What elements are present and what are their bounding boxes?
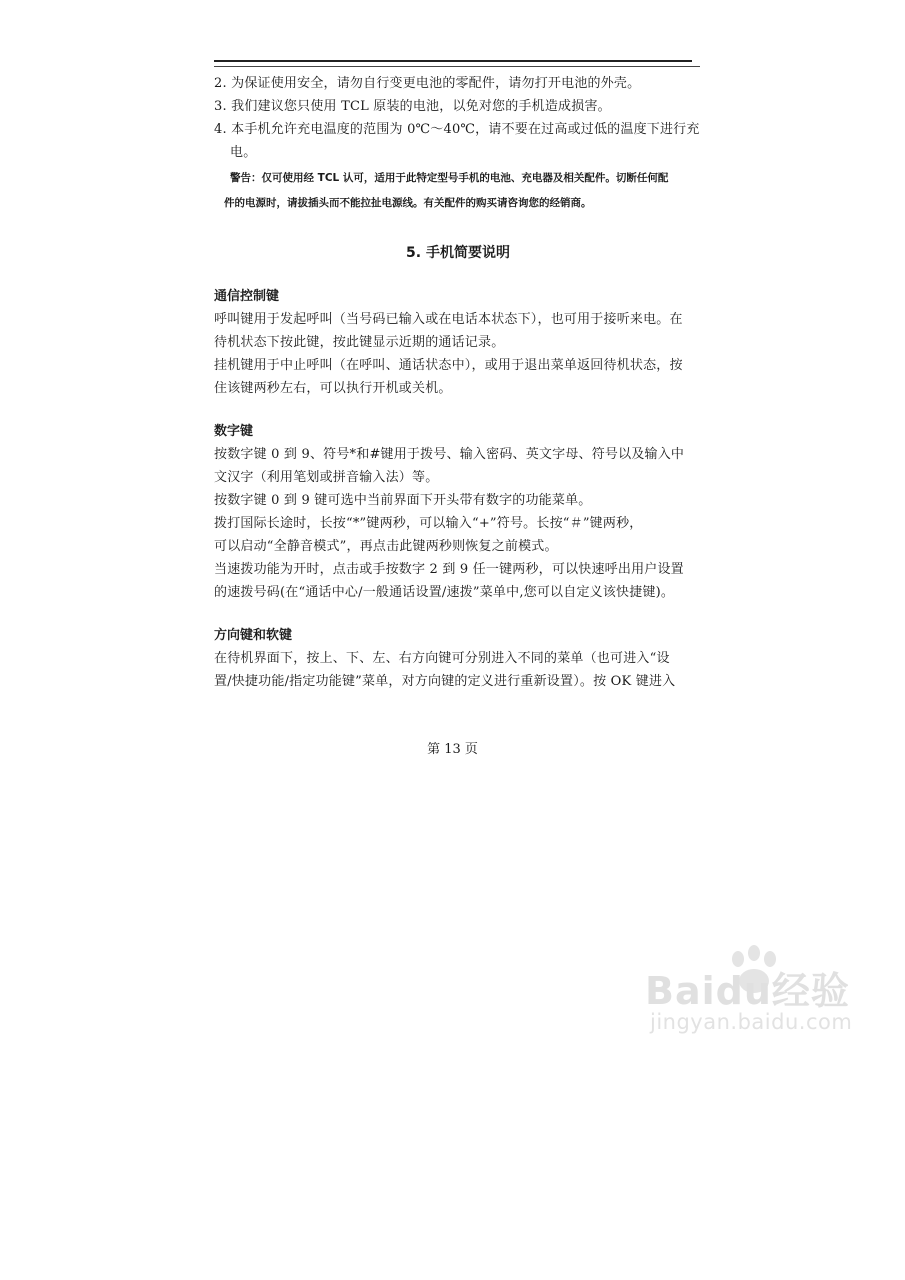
warning-line-1: 警告：仅可使用经 TCL 认可，适用于此特定型号手机的电池、充电器及相关配件。切断任何配	[230, 172, 669, 184]
intro-line-4: 4. 本手机允许充电温度的范围为 0℃～40℃，请不要在过高或过低的温度下进行充	[214, 122, 700, 137]
num-line-1: 按数字键 0 到 9、符号*和#键用于拨号、输入密码、英文字母、符号以及输入中	[214, 447, 685, 462]
intro-line-2: 2. 为保证使用安全，请勿自行变更电池的零配件，请勿打开电池的外壳。	[214, 76, 641, 91]
comm-line-2: 待机状态下按此键，按此键显示近期的通话记录。	[214, 335, 505, 350]
intro-line-3: 3. 我们建议您只使用 TCL 原装的电池，以免对您的手机造成损害。	[214, 99, 611, 114]
heading-nav-keys: 方向键和软键	[214, 628, 293, 643]
page-number: 第 13 页	[427, 742, 478, 757]
nav-line-2: 置/快捷功能/指定功能键”菜单，对方向键的定义进行重新设置）。按 OK 键进入	[214, 674, 676, 689]
warning-line-2: 件的电源时，请拔插头而不能拉扯电源线。有关配件的购买请咨询您的经销商。	[224, 197, 592, 209]
comm-line-1: 呼叫键用于发起呼叫（当号码已输入或在电话本状态下），也可用于接听来电。在	[214, 312, 683, 327]
num-line-7: 的速拨号码(在“通话中心/一般通话设置/速拨”菜单中,您可以自定义该快捷键)。	[214, 585, 675, 600]
num-line-2: 文汉字（利用笔划或拼音输入法）等。	[214, 470, 439, 485]
num-line-3: 按数字键 0 到 9 键可选中当前界面下开头带有数字的功能菜单。	[214, 493, 592, 508]
watermark-url: jingyan.baidu.com	[650, 1010, 853, 1034]
watermark-logo: Baidu经验	[645, 969, 850, 1013]
header-rule-thin	[214, 66, 700, 67]
nav-line-1: 在待机界面下，按上、下、左、右方向键可分别进入不同的菜单（也可进入“设	[214, 651, 670, 666]
comm-line-3: 挂机键用于中止呼叫（在呼叫、通话状态中），或用于退出菜单返回待机状态，按	[214, 358, 683, 373]
heading-comm-keys: 通信控制键	[214, 289, 280, 304]
num-line-4: 拨打国际长途时，长按“*”键两秒，可以输入“+”符号。长按“＃”键两秒，	[214, 516, 643, 531]
header-rule-thick	[214, 60, 692, 62]
page-content	[214, 72, 702, 693]
intro-line-4-cont: 电。	[230, 145, 257, 160]
num-line-5: 可以启动“全静音模式”，再点击此键两秒则恢复之前模式。	[214, 539, 558, 554]
section-title: 5. 手机简要说明	[406, 245, 510, 261]
comm-line-4: 住该键两秒左右，可以执行开机或关机。	[214, 381, 452, 396]
heading-num-keys: 数字键	[214, 424, 254, 439]
num-line-6: 当速拨功能为开时，点击或手按数字 2 到 9 任一键两秒，可以快速呼出用户设置	[214, 562, 684, 577]
